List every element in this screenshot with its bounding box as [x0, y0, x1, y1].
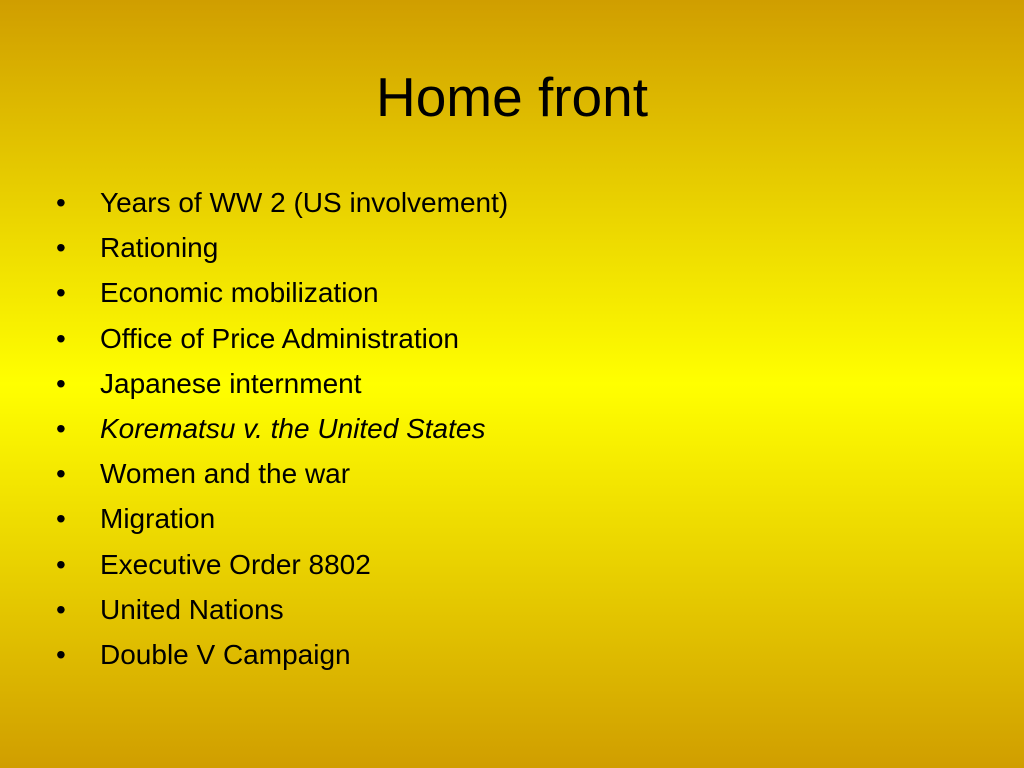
bullet-icon: •: [56, 638, 66, 670]
list-item-text: Women and the war: [100, 458, 351, 490]
bullet-icon: •: [56, 187, 66, 218]
list-item: [56, 587, 976, 632]
list-item-text: Migration: [100, 503, 216, 535]
list-item-text: Japanese internment: [100, 367, 362, 399]
bullet-icon: •: [56, 412, 66, 444]
list-item: [56, 451, 976, 496]
bullet-icon: •: [56, 593, 66, 625]
bullet-icon: •: [56, 503, 66, 535]
list-item: [56, 542, 976, 587]
slide-title: Home front: [375, 66, 649, 128]
list-item-text: Years of WW 2 (US involvement): [100, 187, 509, 218]
list-item-text: Rationing: [100, 232, 219, 264]
list-item: [56, 632, 976, 677]
bullet-icon: •: [56, 322, 66, 354]
list-item: [56, 496, 976, 541]
list-item-text: Executive Order 8802: [100, 548, 371, 580]
bullet-icon: •: [56, 548, 66, 580]
list-item-text: Double V Campaign: [100, 638, 351, 670]
bullet-list: [56, 180, 976, 677]
list-item: [56, 316, 976, 361]
list-item: [56, 406, 976, 451]
list-item: [56, 180, 976, 225]
list-item-text: Economic mobilization: [100, 277, 379, 309]
list-item: [56, 270, 976, 315]
bullet-icon: •: [56, 232, 66, 264]
list-item: [56, 225, 976, 270]
bullet-icon: •: [56, 458, 66, 490]
bullet-icon: •: [56, 277, 66, 309]
list-item-text: Korematsu v. the United States: [100, 412, 486, 444]
bullet-icon: •: [56, 367, 66, 399]
list-item-text: Office of Price Administration: [100, 322, 459, 354]
list-item-text: United Nations: [100, 593, 284, 625]
list-item: [56, 361, 976, 406]
